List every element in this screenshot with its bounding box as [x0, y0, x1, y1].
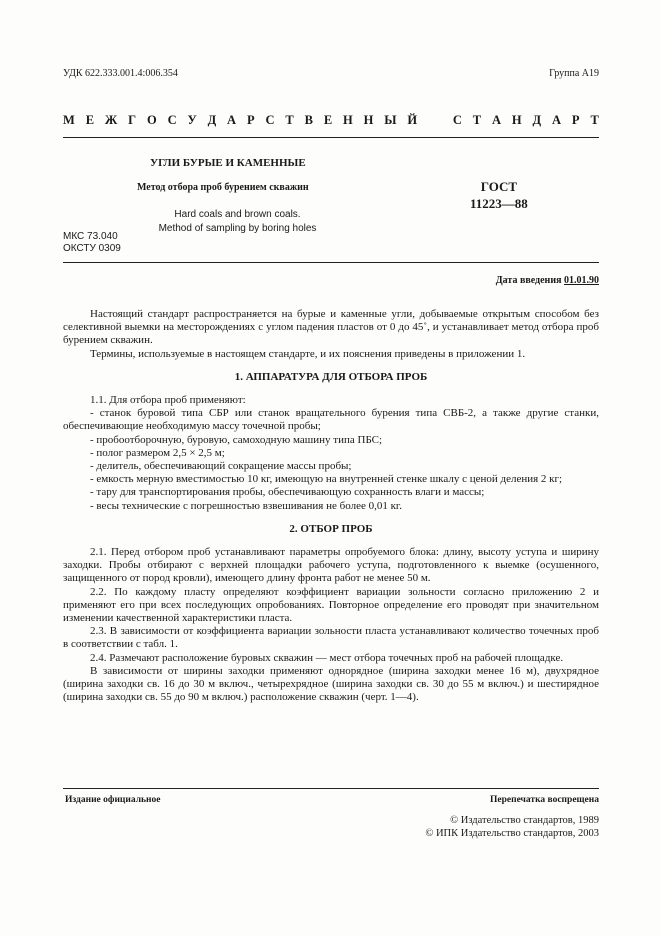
- list-item: - делитель, обеспечивающий сокращение массы пробы;: [90, 460, 352, 473]
- okstu-code: ОКСТУ 0309: [63, 243, 121, 254]
- gost-label: ГОСТ: [480, 179, 518, 194]
- banner-letter: Й: [407, 113, 418, 127]
- list-item: - тару для транспортирования пробы, обеспечивающую сохранность влаги и массы;: [90, 486, 485, 499]
- title-divider: [63, 262, 599, 263]
- document-body: [63, 308, 599, 704]
- list-item: - весы технические с погрешностью взвешивания не более 0,01 кг.: [90, 499, 402, 512]
- banner-letter: Р: [571, 113, 580, 127]
- banner-letter: М: [63, 113, 75, 127]
- banner-letter: О: [146, 113, 157, 127]
- header-divider: [63, 137, 599, 138]
- banner-letter: Т: [472, 113, 482, 127]
- section-1-heading: 1. АППАРАТУРА ДЛЯ ОТБОРА ПРОБ: [234, 370, 428, 383]
- banner-letter: Ж: [104, 113, 118, 127]
- intro-paragraph: Настоящий стандарт распространяется на бурые и каменные угли, добываемые открытым способом без селективной выемки на месторождениях с углом падения пластов от 0 до 45˚, и устанавливает метод отбора проб бурением скважин.: [63, 308, 599, 347]
- banner-letter: Г: [128, 113, 137, 127]
- english-title-line-2: Method of sampling by boring holes: [158, 223, 317, 234]
- list-item: - станок буровой типа СБР или станок вращательного бурения типа СВБ-2, а также другие станки, обеспечивающие необходимую массу точечной пробы;: [63, 407, 599, 433]
- official-edition-label: Издание официальное: [65, 795, 161, 805]
- effective-date-value: 01.01.90: [564, 275, 599, 286]
- effective-date-label: Дата введения: [495, 275, 564, 286]
- english-title-line-1: Hard coals and brown coals.: [174, 209, 301, 220]
- banner-letter: С: [452, 113, 462, 127]
- copyright-line: © ИПК Издательство стандартов, 2003: [425, 827, 599, 839]
- gost-number: [470, 178, 528, 212]
- intro-paragraph: Термины, используемые в настоящем стандарте, и их пояснения приведены в приложении 1.: [90, 347, 526, 360]
- document-subtitle: Метод отбора проб бурением скважин: [137, 182, 309, 193]
- banner-letter: А: [552, 113, 562, 127]
- classification-codes: [63, 231, 121, 255]
- banner-letter: У: [187, 113, 197, 127]
- section-2-heading: 2. ОТБОР ПРОБ: [289, 522, 373, 535]
- banner-letter: А: [227, 113, 237, 127]
- banner-word-gap: [428, 113, 442, 128]
- document-title: УГЛИ БУРЫЕ И КАМЕННЫЕ: [150, 157, 306, 169]
- interstate-standard-banner: [63, 113, 599, 128]
- reprint-prohibited-label: Перепечатка воспрещена: [489, 795, 599, 805]
- banner-letter: Р: [246, 113, 255, 127]
- banner-letter: В: [304, 113, 313, 127]
- section-2-paragraph: 2.3. В зависимости от коэффициента вариации зольности пласта устанавливают количество точечных проб в соответствии с табл. 1.: [63, 625, 599, 651]
- copyright-block: [425, 815, 599, 840]
- copyright-line: © Издательство стандартов, 1989: [450, 815, 599, 826]
- group-code: Группа А19: [549, 68, 599, 79]
- footer-divider: [63, 788, 599, 789]
- banner-letter: Е: [323, 113, 333, 127]
- mks-code: МКС 73.040: [63, 231, 118, 242]
- gost-code: 11223—88: [470, 196, 528, 211]
- section-2-paragraph: 2.4. Размечают расположение буровых скважин — мест отбора точечных проб на рабочей площадке.: [90, 651, 564, 664]
- section-2-paragraph: В зависимости от ширины заходки применяют однорядное (ширина заходки менее 16 м), двухрядное (ширина заходки св. 16 до 30 м включ., четырехрядное (ширина заходки св. 30 до 55 м включ.) и шестирядное (ширина заходки св. 55 до 90 м включ.) расположение скважин (черт. 1—4).: [63, 664, 599, 704]
- list-item: - емкость мерную вместимостью 10 кг, имеющую на внутренней стенке шкалу с ценой деления 2 кг;: [90, 473, 563, 486]
- section-2-paragraph: 2.1. Перед отбором проб устанавливают параметры опробуемого блока: длину, высоту уступа и ширину заходки. Пробы отбирают с верхней площадки рабочего уступа, подготовленного к выемке (осушенного, защищенного от пород кровли), имеющего длину фронта работ не менее 50 м.: [63, 546, 599, 585]
- udk-code: УДК 622.333.001.4:006.354: [63, 68, 178, 79]
- banner-letter: Т: [590, 113, 599, 127]
- section-1-lead: 1.1. Для отбора проб применяют:: [90, 394, 246, 407]
- banner-letter: С: [167, 113, 177, 127]
- effective-date: [496, 275, 599, 286]
- banner-letter: Д: [207, 113, 217, 127]
- banner-letter: Т: [285, 113, 294, 127]
- list-item: - полог размером 2,5 × 2,5 м;: [90, 446, 225, 459]
- banner-letter: Н: [363, 113, 374, 127]
- banner-letter: Д: [532, 113, 542, 127]
- banner-letter: Н: [511, 113, 522, 127]
- banner-letter: А: [492, 113, 502, 127]
- banner-letter: С: [265, 113, 275, 127]
- banner-letter: Ы: [384, 113, 397, 127]
- banner-letter: Е: [85, 113, 95, 127]
- list-item: - пробоотборочную, буровую, самоходную машину типа ПБС;: [90, 433, 383, 446]
- banner-letter: Н: [343, 113, 353, 127]
- english-title: [155, 208, 320, 236]
- section-2-paragraph: 2.2. По каждому пласту определяют коэффициент вариации зольности согласно приложению 2 и применяют его при всех последующих опробованиях. Повторное определение его проводят при значительном изменении качественной характеристики пласта.: [63, 585, 599, 625]
